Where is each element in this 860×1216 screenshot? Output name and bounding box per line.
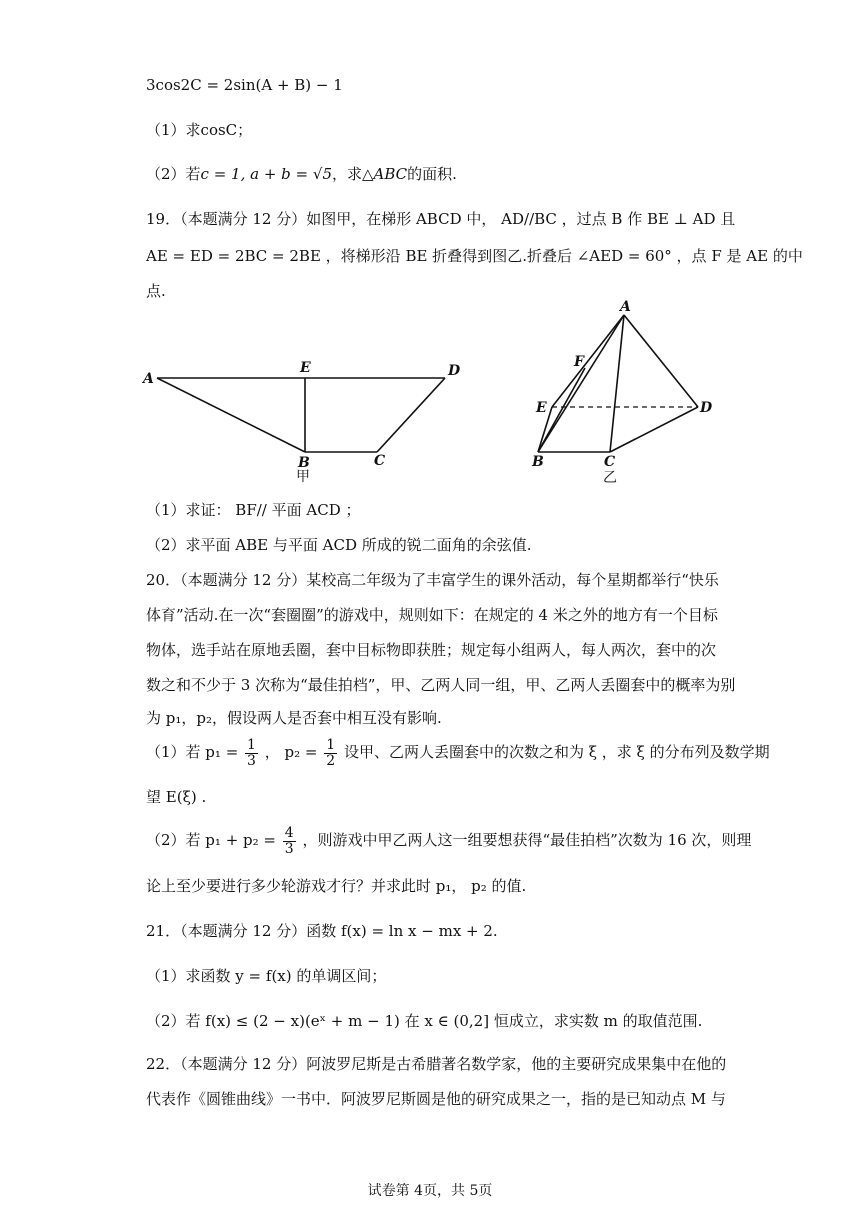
frac-numerator: 1	[247, 737, 256, 753]
q18-part2-triangle: △ABC	[362, 165, 408, 183]
q21-part1: （1）求函数 y = f(x) 的单调区间；	[146, 967, 387, 985]
q19-part1: （1）求证： BF// 平面 ACD ；	[146, 501, 361, 519]
q18-part1	[146, 123, 252, 138]
q18-part2-b: ，求	[332, 165, 363, 183]
q20-part1	[146, 738, 770, 768]
q20-part2	[146, 826, 751, 856]
q18-part2	[146, 167, 457, 182]
page-footer: 试卷第 4页，共 5页	[367, 1183, 493, 1199]
q20-part1-b: ， p₂ =	[264, 743, 318, 762]
q19-line1: 19．（本题满分 12 分）如图甲，在梯形 ABCD 中， AD//BC ，过点 B 作 BE ⊥ AD 且	[146, 210, 736, 228]
q20-part1-cont: 望 E(ξ) .	[146, 788, 207, 806]
q20-part2-b: ，则游戏中甲乙两人这一组要想获得“最佳拍档”次数为 16 次，则理	[302, 831, 752, 850]
q18-condition: 3cos2C = 2sin(A + B) − 1	[146, 76, 343, 94]
q20-line5: 为 p₁，p₂，假设两人是否套中相互没有影响.	[146, 709, 442, 727]
q19-part2: （2）求平面 ABE 与平面 ACD 所成的锐二面角的余弦值.	[146, 536, 532, 554]
yi-label-E: E	[536, 400, 547, 416]
q20-line2: 体育”活动.在一次“套圈圈”的游戏中，规则如下：在规定的 4 米之外的地方有一个目标	[146, 606, 718, 624]
yi-label-C: C	[604, 454, 616, 470]
fraction-four-thirds	[283, 826, 296, 856]
q19-line2: AE = ED = 2BC = 2BE ，将梯形沿 BE 折叠得到图乙.折叠后 ∠AED = 60° ，点 F 是 AE 的中	[146, 247, 803, 265]
q20-line1: 20．（本题满分 12 分）某校高二年级为了丰富学生的课外活动，每个星期都举行“快乐	[146, 571, 719, 589]
q18-part1-text: （1）求	[146, 121, 201, 139]
jia-caption: 甲	[296, 469, 310, 485]
figure-yi	[530, 296, 720, 488]
q20-line4: 数之和不少于 3 次称为“最佳拍档”，甲、乙两人同一组，甲、乙两人丢圈套中的概率为别	[146, 676, 736, 694]
q18-part2-math: c = 1, a + b = √5	[200, 165, 332, 183]
yi-label-D: D	[700, 400, 713, 416]
frac-denominator: 2	[326, 752, 336, 769]
q22-line1: 22．（本题满分 12 分）阿波罗尼斯是古希腊著名数学家，他的主要研究成果集中在他的	[146, 1055, 727, 1073]
jia-label-D: D	[448, 363, 461, 379]
q20-line3: 物体，选手站在原地丢圈，套中目标物即获胜；规定每小组两人，每人两次，套中的次	[146, 641, 717, 659]
q19-line3: 点.	[146, 282, 166, 300]
yi-label-F: F	[574, 354, 584, 370]
jia-label-E: E	[300, 360, 311, 376]
q20-part1-c: 设甲、乙两人丢圈套中的次数之和为 ξ ，求 ξ 的分布列及数学期	[343, 743, 770, 762]
jia-label-C: C	[374, 453, 386, 469]
q20-part1-a: （1）若 p₁ =	[146, 743, 239, 762]
q20-part2-cont: 论上至少要进行多少轮游戏才行？并求此时 p₁， p₂ 的值.	[146, 877, 527, 895]
frac-numerator: 1	[326, 737, 336, 753]
q18-part2-a: （2）若	[146, 165, 201, 183]
yi-label-A: A	[620, 299, 631, 315]
q22-line2: 代表作《圆锥曲线》一书中．阿波罗尼斯圆是他的研究成果之一，指的是已知动点 M 与	[146, 1090, 726, 1108]
q21-line1: 21．（本题满分 12 分）函数 f(x) = ln x − mx + 2.	[146, 922, 498, 940]
figure-jia	[140, 355, 470, 485]
q21-part2: （2）若 f(x) ≤ (2 − x)(eˣ + m − 1) 在 x ∈ (0,2] 恒成立，求实数 m 的取值范围.	[146, 1012, 703, 1030]
fraction-one-half	[324, 738, 337, 768]
yi-label-B: B	[532, 454, 544, 470]
jia-label-A: A	[143, 371, 154, 387]
frac-denominator: 3	[284, 840, 294, 857]
q18-part2-c: 的面积.	[407, 165, 457, 183]
yi-caption: 乙	[603, 470, 617, 486]
frac-numerator: 4	[284, 825, 294, 841]
fraction-one-third	[245, 738, 258, 768]
q18-part1-math: cosC；	[200, 121, 253, 139]
q20-part2-a: （2）若 p₁ + p₂ =	[146, 831, 276, 850]
jia-label-B: B	[298, 455, 310, 471]
frac-denominator: 3	[247, 752, 256, 769]
